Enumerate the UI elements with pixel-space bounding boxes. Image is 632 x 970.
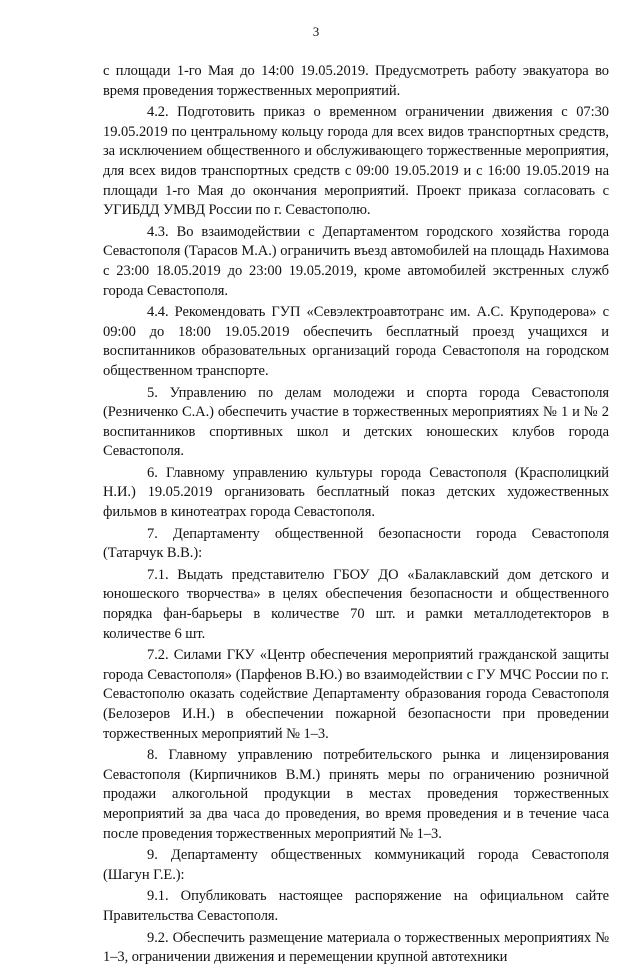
paragraph-9-2: 9.2. Обеспечить размещение материала о торжественных мероприятиях № 1–3, ограничении движения и перемещении крупной автотехники	[103, 929, 609, 966]
paragraph-4-2: 4.2. Подготовить приказ о временном ограничении движения с 07:30 19.05.2019 по центральному кольцу города для всех видов транспортных средств, за исключением общественного и обслуживающего торжественные мероприятия, для всех видов транспортных средств с 09:00 19.05.2019 и с 16:00 19.05.2019 на площади 1-го Мая до окончания мероприятий. Проект приказа согласовать с УГИБДД УМВД России по г. Севастополю.	[103, 104, 609, 219]
paragraph-continuation: с площади 1-го Мая до 14:00 19.05.2019. Предусмотреть работу эвакуатора во время проведения торжественных мероприятий.	[103, 63, 609, 99]
paragraph-7-2: 7.2. Силами ГКУ «Центр обеспечения мероприятий гражданской защиты города Севастополя» (Парфенов В.Ю.) во взаимодействии с ГУ МЧС России по г. Севастополю оказать содействие Департаменту образования города Севастополя (Белозеров И.Н.) в обеспечении пожарной безопасности при проведении торжественных мероприятий № 1–3.	[103, 647, 609, 742]
page-number: 3	[312, 24, 320, 39]
paragraph-4-4: 4.4. Рекомендовать ГУП «Севэлектроавтотранс им. А.С. Круподерова» с 09:00 до 18:00 19.05.2019 обеспечить бесплатный проезд учащихся и воспитанников образовательных организаций города Севастополя на городском общественном транспорте.	[103, 304, 609, 379]
paragraph-4-3: 4.3. Во взаимодействии с Департаментом городского хозяйства города Севастополя (Тарасов М.А.) ограничить въезд автомобилей на площадь Нахимова с 23:00 18.05.2019 до 23:00 19.05.2019, кроме автомобилей экстренных служб города Севастополя.	[103, 223, 609, 299]
paragraph-8: 8. Главному управлению потребительского рынка и лицензирования Севастополя (Кирпичников В.М.) принять меры по ограничению розничной продажи алкогольной продукции в местах проведения торжественных мероприятий за два часа до проведения, во время проведения и в течение часа после проведения торжественных мероприятий № 1–3.	[103, 747, 609, 842]
paragraph-7: 7. Департаменту общественной безопасности города Севастополя (Татарчук В.В.):	[103, 525, 609, 562]
paragraph-5: 5. Управлению по делам молодежи и спорта города Севастополя (Резниченко С.А.) обеспечить участие в торжественных мероприятиях № 1 и № 2 воспитанников спортивных школ и детских юношеских клубов города Севастополя.	[103, 384, 609, 460]
paragraph-7-1: 7.1. Выдать представителю ГБОУ ДО «Балаклавский дом детского и юношеского творчества» в целях обеспечения безопасности и общественного порядка фан-барьеры в количестве 70 шт. и рамки металлодетекторов в количестве 6 шт.	[103, 566, 609, 642]
paragraph-6: 6. Главному управлению культуры города Севастополя (Красполицкий Н.И.) 19.05.2019 организовать бесплатный показ детских художественных фильмов в кинотеатрах города Севастополя.	[103, 464, 609, 521]
paragraph-9-1: 9.1. Опубликовать настоящее распоряжение на официальном сайте Правительства Севастополя.	[103, 888, 609, 924]
paragraph-9: 9. Департаменту общественных коммуникаций города Севастополя (Шагун Г.Е.):	[103, 847, 609, 883]
document-body	[103, 62, 609, 970]
